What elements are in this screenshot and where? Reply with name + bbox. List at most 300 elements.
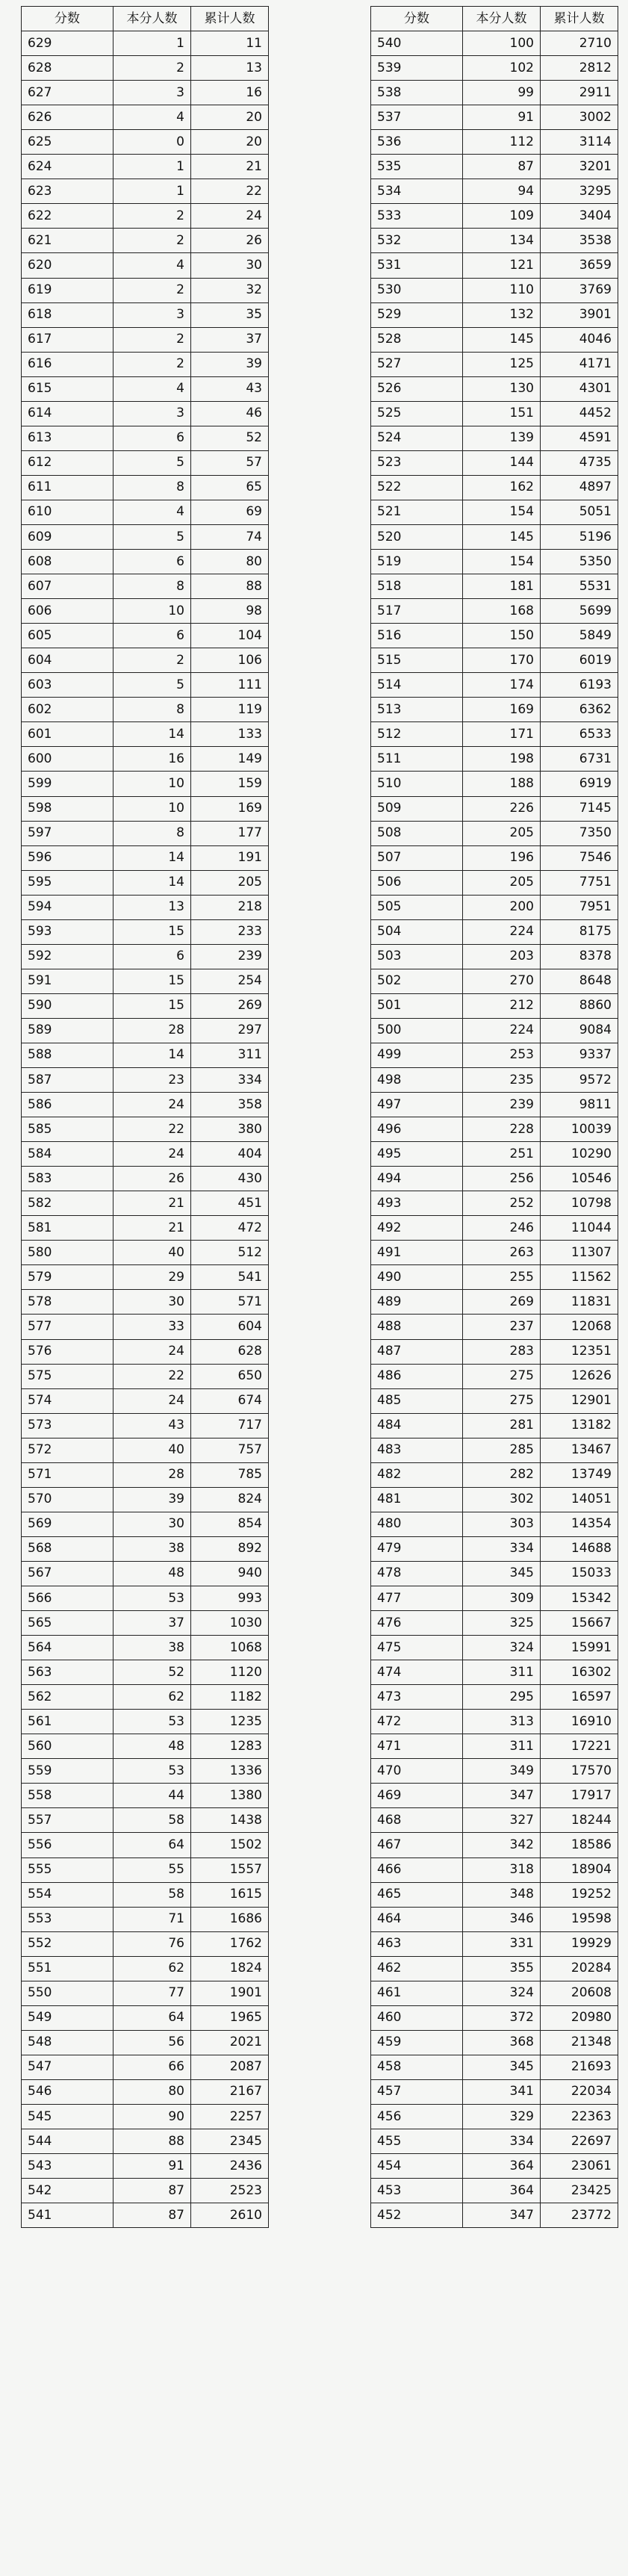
score-cell: 534 — [371, 179, 463, 204]
table-row — [22, 1216, 269, 1241]
score-cell: 614 — [22, 401, 114, 426]
count-cell: 235 — [463, 1068, 541, 1093]
cumulative-cell: 11307 — [541, 1241, 618, 1265]
header-count: 本分人数 — [463, 7, 541, 31]
count-cell: 40 — [114, 1241, 191, 1265]
score-cell: 558 — [22, 1784, 114, 1808]
table-row — [22, 475, 269, 500]
score-cell: 584 — [22, 1142, 114, 1167]
cumulative-cell: 11 — [191, 31, 269, 56]
cumulative-cell: 7546 — [541, 845, 618, 870]
count-cell: 38 — [114, 1536, 191, 1561]
count-cell: 14 — [114, 870, 191, 895]
score-cell: 602 — [22, 698, 114, 722]
score-cell: 629 — [22, 31, 114, 56]
score-cell: 551 — [22, 1956, 114, 1981]
count-cell: 3 — [114, 401, 191, 426]
score-cell: 519 — [371, 550, 463, 574]
table-row — [371, 376, 618, 401]
table-row — [371, 1882, 618, 1907]
cumulative-cell: 57 — [191, 450, 269, 475]
table-row — [371, 944, 618, 969]
table-row — [22, 845, 269, 870]
cumulative-cell: 3114 — [541, 130, 618, 155]
table-row — [371, 1512, 618, 1536]
score-cell: 535 — [371, 155, 463, 179]
count-cell: 311 — [463, 1660, 541, 1685]
score-cell: 512 — [371, 722, 463, 747]
table-row — [22, 648, 269, 673]
count-cell: 30 — [114, 1512, 191, 1536]
count-cell: 224 — [463, 919, 541, 944]
table-row — [22, 204, 269, 229]
count-cell: 102 — [463, 56, 541, 81]
score-cell: 480 — [371, 1512, 463, 1536]
score-cell: 554 — [22, 1882, 114, 1907]
table-row — [22, 919, 269, 944]
count-cell: 39 — [114, 1487, 191, 1512]
cumulative-cell: 5196 — [541, 524, 618, 549]
score-cell: 499 — [371, 1043, 463, 1067]
count-cell: 40 — [114, 1438, 191, 1462]
table-row — [22, 1956, 269, 1981]
cumulative-cell: 65 — [191, 475, 269, 500]
score-cell: 525 — [371, 401, 463, 426]
count-cell: 71 — [114, 1907, 191, 1931]
count-cell: 53 — [114, 1759, 191, 1784]
table-row — [371, 1857, 618, 1882]
score-cell: 545 — [22, 2104, 114, 2129]
cumulative-cell: 52 — [191, 426, 269, 450]
table-row — [22, 1413, 269, 1438]
cumulative-cell: 757 — [191, 1438, 269, 1462]
cumulative-cell: 177 — [191, 821, 269, 845]
table-row — [22, 895, 269, 919]
count-cell: 253 — [463, 1043, 541, 1067]
score-cell: 520 — [371, 524, 463, 549]
table-row — [22, 1734, 269, 1759]
score-cell: 527 — [371, 352, 463, 376]
cumulative-cell: 3404 — [541, 204, 618, 229]
cumulative-cell: 2345 — [191, 2129, 269, 2154]
cumulative-cell: 22034 — [541, 2079, 618, 2104]
score-cell: 626 — [22, 105, 114, 130]
score-cell: 458 — [371, 2055, 463, 2079]
table-row — [22, 450, 269, 475]
score-cell: 599 — [22, 772, 114, 796]
cumulative-cell: 8648 — [541, 969, 618, 993]
cumulative-cell: 3538 — [541, 229, 618, 253]
table-row — [22, 796, 269, 821]
count-cell: 150 — [463, 624, 541, 648]
table-row — [371, 2030, 618, 2055]
score-cell: 620 — [22, 253, 114, 278]
count-cell: 5 — [114, 450, 191, 475]
cumulative-cell: 6019 — [541, 648, 618, 673]
score-cell: 475 — [371, 1636, 463, 1660]
score-cell: 549 — [22, 2005, 114, 2030]
count-cell: 334 — [463, 2129, 541, 2154]
count-cell: 275 — [463, 1388, 541, 1413]
count-cell: 334 — [463, 1536, 541, 1561]
cumulative-cell: 1965 — [191, 2005, 269, 2030]
score-cell: 617 — [22, 327, 114, 352]
cumulative-cell: 4452 — [541, 401, 618, 426]
cumulative-cell: 1615 — [191, 1882, 269, 1907]
cumulative-cell: 6533 — [541, 722, 618, 747]
table-row — [22, 1611, 269, 1636]
cumulative-cell: 20284 — [541, 1956, 618, 1981]
table-row — [22, 1018, 269, 1043]
score-cell: 622 — [22, 204, 114, 229]
table-row — [371, 1216, 618, 1241]
score-cell: 541 — [22, 2203, 114, 2228]
count-cell: 181 — [463, 574, 541, 599]
table-row — [22, 1142, 269, 1167]
cumulative-cell: 218 — [191, 895, 269, 919]
cumulative-cell: 3901 — [541, 302, 618, 327]
count-cell: 14 — [114, 845, 191, 870]
score-cell: 563 — [22, 1660, 114, 1685]
table-row — [371, 500, 618, 524]
table-row — [371, 1561, 618, 1586]
table-row — [22, 722, 269, 747]
count-cell: 170 — [463, 648, 541, 673]
score-cell: 628 — [22, 56, 114, 81]
score-cell: 508 — [371, 821, 463, 845]
count-cell: 372 — [463, 2005, 541, 2030]
table-row — [371, 229, 618, 253]
count-cell: 15 — [114, 969, 191, 993]
score-cell: 470 — [371, 1759, 463, 1784]
cumulative-cell: 1380 — [191, 1784, 269, 1808]
score-table-right — [370, 6, 618, 2228]
score-cell: 515 — [371, 648, 463, 673]
score-cell: 564 — [22, 1636, 114, 1660]
count-cell: 21 — [114, 1191, 191, 1216]
score-cell: 452 — [371, 2203, 463, 2228]
score-cell: 580 — [22, 1241, 114, 1265]
score-cell: 482 — [371, 1462, 463, 1487]
table-row — [371, 993, 618, 1018]
table-row — [22, 2129, 269, 2154]
cumulative-cell: 650 — [191, 1364, 269, 1388]
table-row — [371, 1487, 618, 1512]
table-row — [22, 56, 269, 81]
count-cell: 255 — [463, 1265, 541, 1290]
table-row — [371, 624, 618, 648]
count-cell: 169 — [463, 698, 541, 722]
score-cell: 486 — [371, 1364, 463, 1388]
score-cell: 522 — [371, 475, 463, 500]
count-cell: 4 — [114, 253, 191, 278]
cumulative-cell: 35 — [191, 302, 269, 327]
cumulative-cell: 311 — [191, 1043, 269, 1067]
table-row — [371, 919, 618, 944]
table-row — [371, 1117, 618, 1142]
cumulative-cell: 6193 — [541, 673, 618, 698]
score-cell: 501 — [371, 993, 463, 1018]
table-row — [371, 1536, 618, 1561]
count-cell: 341 — [463, 2079, 541, 2104]
table-row — [371, 302, 618, 327]
cumulative-cell: 104 — [191, 624, 269, 648]
table-row — [371, 1364, 618, 1388]
cumulative-cell: 1182 — [191, 1685, 269, 1710]
table-row — [22, 747, 269, 772]
count-cell: 311 — [463, 1734, 541, 1759]
score-cell: 593 — [22, 919, 114, 944]
score-table-left — [21, 6, 269, 2228]
count-cell: 145 — [463, 327, 541, 352]
table-row — [371, 845, 618, 870]
count-cell: 132 — [463, 302, 541, 327]
table-body-left — [22, 31, 269, 2228]
right-table-wrap — [370, 6, 618, 2228]
table-row — [22, 1068, 269, 1093]
cumulative-cell: 2087 — [191, 2055, 269, 2079]
score-cell: 491 — [371, 1241, 463, 1265]
cumulative-cell: 15991 — [541, 1636, 618, 1660]
score-cell: 623 — [22, 179, 114, 204]
count-cell: 212 — [463, 993, 541, 1018]
score-cell: 513 — [371, 698, 463, 722]
table-row — [371, 895, 618, 919]
cumulative-cell: 23772 — [541, 2203, 618, 2228]
count-cell: 270 — [463, 969, 541, 993]
cumulative-cell: 18244 — [541, 1808, 618, 1833]
table-row — [22, 2055, 269, 2079]
score-cell: 477 — [371, 1586, 463, 1611]
cumulative-cell: 5849 — [541, 624, 618, 648]
count-cell: 302 — [463, 1487, 541, 1512]
score-cell: 481 — [371, 1487, 463, 1512]
cumulative-cell: 297 — [191, 1018, 269, 1043]
count-cell: 269 — [463, 1290, 541, 1315]
cumulative-cell: 19929 — [541, 1931, 618, 1956]
table-row — [371, 1586, 618, 1611]
table-row — [22, 1561, 269, 1586]
cumulative-cell: 16302 — [541, 1660, 618, 1685]
count-cell: 90 — [114, 2104, 191, 2129]
count-cell: 347 — [463, 1784, 541, 1808]
score-cell: 526 — [371, 376, 463, 401]
cumulative-cell: 10798 — [541, 1191, 618, 1216]
cumulative-cell: 1762 — [191, 1931, 269, 1956]
cumulative-cell: 8378 — [541, 944, 618, 969]
cumulative-cell: 541 — [191, 1265, 269, 1290]
cumulative-cell: 39 — [191, 352, 269, 376]
score-cell: 532 — [371, 229, 463, 253]
table-row — [371, 1685, 618, 1710]
score-cell: 484 — [371, 1413, 463, 1438]
score-cell: 474 — [371, 1660, 463, 1685]
score-cell: 574 — [22, 1388, 114, 1413]
table-row — [371, 1043, 618, 1067]
count-cell: 188 — [463, 772, 541, 796]
cumulative-cell: 9084 — [541, 1018, 618, 1043]
score-cell: 516 — [371, 624, 463, 648]
score-cell: 460 — [371, 2005, 463, 2030]
table-row — [371, 2055, 618, 2079]
count-cell: 24 — [114, 1142, 191, 1167]
cumulative-cell: 430 — [191, 1167, 269, 1191]
table-row — [371, 1265, 618, 1290]
cumulative-cell: 15667 — [541, 1611, 618, 1636]
count-cell: 327 — [463, 1808, 541, 1833]
table-row — [371, 870, 618, 895]
count-cell: 110 — [463, 278, 541, 302]
table-row — [371, 1931, 618, 1956]
cumulative-cell: 4591 — [541, 426, 618, 450]
score-cell: 507 — [371, 845, 463, 870]
score-cell: 571 — [22, 1462, 114, 1487]
cumulative-cell: 2436 — [191, 2154, 269, 2179]
score-cell: 613 — [22, 426, 114, 450]
table-row — [371, 1068, 618, 1093]
score-cell: 575 — [22, 1364, 114, 1388]
table-row — [371, 1981, 618, 2005]
count-cell: 5 — [114, 673, 191, 698]
table-row — [371, 105, 618, 130]
score-cell: 578 — [22, 1290, 114, 1315]
table-row — [371, 401, 618, 426]
table-row — [22, 253, 269, 278]
table-row — [371, 2129, 618, 2154]
table-row — [22, 2203, 269, 2228]
count-cell: 6 — [114, 944, 191, 969]
count-cell: 154 — [463, 500, 541, 524]
table-row — [371, 747, 618, 772]
cumulative-cell: 133 — [191, 722, 269, 747]
cumulative-cell: 18586 — [541, 1833, 618, 1857]
cumulative-cell: 2610 — [191, 2203, 269, 2228]
table-row — [22, 2154, 269, 2179]
score-cell: 514 — [371, 673, 463, 698]
score-cell: 579 — [22, 1265, 114, 1290]
score-cell: 597 — [22, 821, 114, 845]
count-cell: 91 — [463, 105, 541, 130]
cumulative-cell: 717 — [191, 1413, 269, 1438]
count-cell: 325 — [463, 1611, 541, 1636]
count-cell: 345 — [463, 1561, 541, 1586]
cumulative-cell: 80 — [191, 550, 269, 574]
count-cell: 5 — [114, 524, 191, 549]
table-row — [371, 1710, 618, 1734]
count-cell: 94 — [463, 179, 541, 204]
score-cell: 510 — [371, 772, 463, 796]
table-row — [371, 1167, 618, 1191]
table-row — [22, 1660, 269, 1685]
cumulative-cell: 2523 — [191, 2179, 269, 2203]
table-row — [371, 1315, 618, 1339]
cumulative-cell: 1901 — [191, 1981, 269, 2005]
cumulative-cell: 16597 — [541, 1685, 618, 1710]
score-cell: 495 — [371, 1142, 463, 1167]
table-row — [371, 31, 618, 56]
score-cell: 464 — [371, 1907, 463, 1931]
count-cell: 342 — [463, 1833, 541, 1857]
score-cell: 536 — [371, 130, 463, 155]
table-row — [371, 2104, 618, 2129]
table-row — [22, 599, 269, 624]
cumulative-cell: 380 — [191, 1117, 269, 1142]
score-cell: 487 — [371, 1339, 463, 1364]
table-row — [371, 253, 618, 278]
score-cell: 518 — [371, 574, 463, 599]
count-cell: 8 — [114, 698, 191, 722]
table-row — [371, 1808, 618, 1833]
table-row — [371, 130, 618, 155]
count-cell: 1 — [114, 179, 191, 204]
count-cell: 26 — [114, 1167, 191, 1191]
score-cell: 544 — [22, 2129, 114, 2154]
count-cell: 24 — [114, 1388, 191, 1413]
table-row — [22, 1907, 269, 1931]
count-cell: 28 — [114, 1018, 191, 1043]
count-cell: 364 — [463, 2154, 541, 2179]
score-cell: 457 — [371, 2079, 463, 2104]
cumulative-cell: 628 — [191, 1339, 269, 1364]
count-cell: 8 — [114, 821, 191, 845]
score-cell: 555 — [22, 1857, 114, 1882]
left-table-wrap — [21, 6, 269, 2228]
count-cell: 200 — [463, 895, 541, 919]
count-cell: 145 — [463, 524, 541, 549]
table-row — [22, 870, 269, 895]
header-row — [22, 7, 269, 31]
count-cell: 16 — [114, 747, 191, 772]
cumulative-cell: 1235 — [191, 1710, 269, 1734]
count-cell: 53 — [114, 1710, 191, 1734]
score-cell: 557 — [22, 1808, 114, 1833]
count-cell: 251 — [463, 1142, 541, 1167]
count-cell: 14 — [114, 1043, 191, 1067]
table-row — [22, 2030, 269, 2055]
table-row — [22, 1685, 269, 1710]
table-row — [371, 1462, 618, 1487]
score-cell: 453 — [371, 2179, 463, 2203]
table-row — [22, 229, 269, 253]
score-cell: 609 — [22, 524, 114, 549]
score-cell: 492 — [371, 1216, 463, 1241]
header-score: 分数 — [371, 7, 463, 31]
table-row — [22, 179, 269, 204]
cumulative-cell: 16910 — [541, 1710, 618, 1734]
cumulative-cell: 824 — [191, 1487, 269, 1512]
score-cell: 485 — [371, 1388, 463, 1413]
cumulative-cell: 12626 — [541, 1364, 618, 1388]
count-cell: 62 — [114, 1685, 191, 1710]
score-cell: 582 — [22, 1191, 114, 1216]
cumulative-cell: 23061 — [541, 2154, 618, 2179]
score-cell: 592 — [22, 944, 114, 969]
table-row — [22, 1784, 269, 1808]
count-cell: 144 — [463, 450, 541, 475]
table-row — [371, 524, 618, 549]
cumulative-cell: 854 — [191, 1512, 269, 1536]
cumulative-cell: 69 — [191, 500, 269, 524]
table-row — [371, 352, 618, 376]
table-row — [22, 1438, 269, 1462]
count-cell: 100 — [463, 31, 541, 56]
table-row — [371, 722, 618, 747]
score-cell: 533 — [371, 204, 463, 229]
table-row — [371, 327, 618, 352]
score-cell: 479 — [371, 1536, 463, 1561]
table-row — [371, 1093, 618, 1117]
count-cell: 87 — [463, 155, 541, 179]
